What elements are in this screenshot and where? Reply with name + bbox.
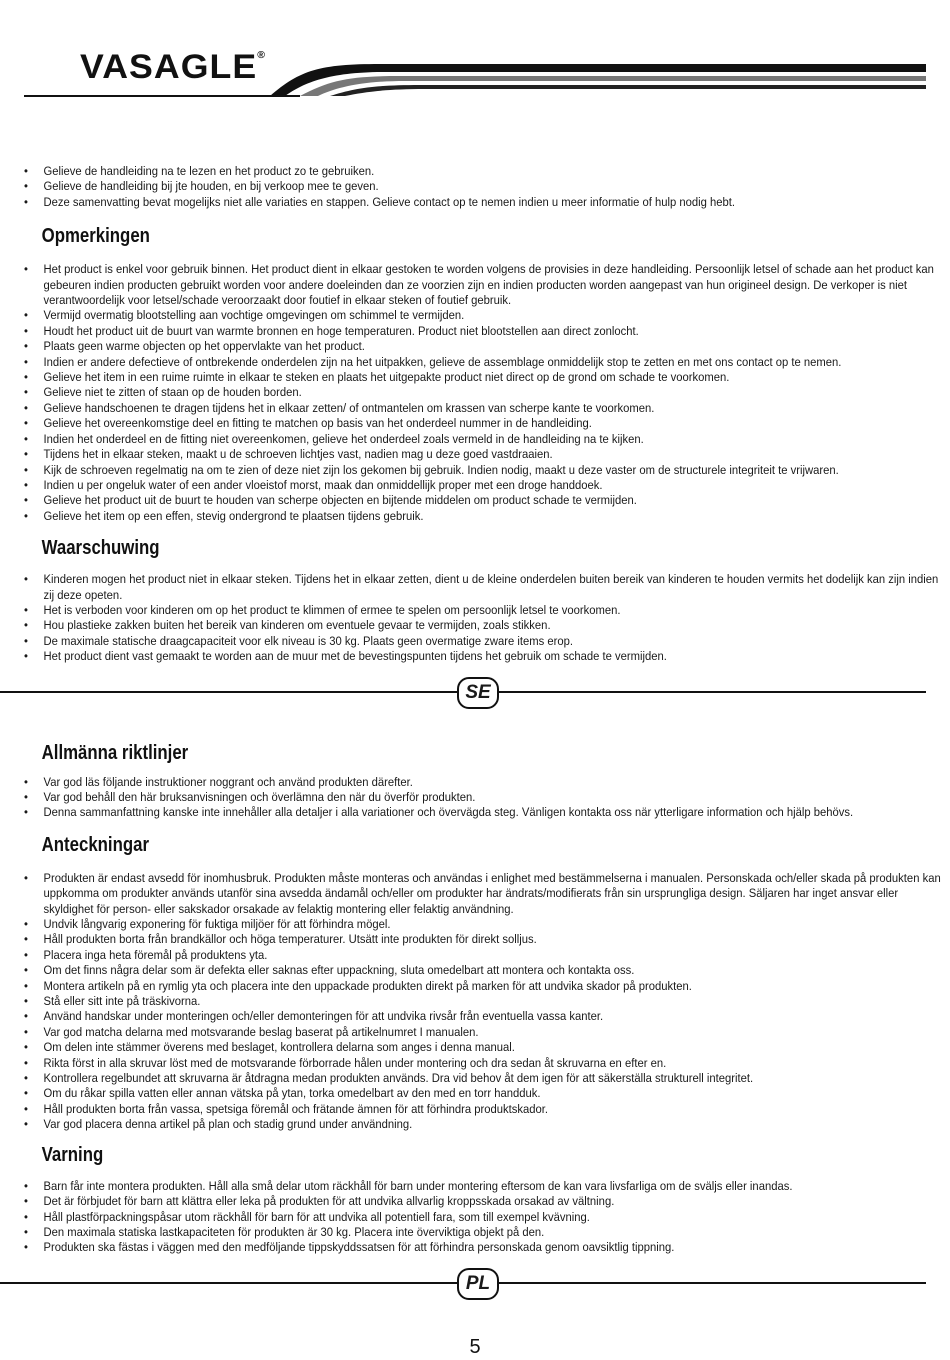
se-warning-list [24, 1179, 928, 1256]
list-item: • Rikta först in alla skruvar löst med de motsvarande förborrade hålen under montering och dra sedan åt skruvarna en efter en. [24, 1056, 941, 1071]
list-item: • Gelieve het item in een ruime ruimte in elkaar te steken en plaats het uitgepakte product niet direct op de grond om schade te voorkomen. [24, 370, 941, 385]
list-item: • Montera artikeln på en rymlig yta och placera inte den uppackade produkten direkt på marken för att undvika skador på produkten. [24, 979, 941, 994]
list-item: • Het product dient vast gemaakt te worden aan de muur met de bevestingspunten tijdens het gebruik om schade te vermijden. [24, 649, 941, 664]
list-item: • Var god placera denna artikel på plan och stadig grund under användning. [24, 1117, 941, 1132]
list-item: • Håll produkten borta från brandkällor och höga temperaturer. Utsätt inte produkten för direkt solljus. [24, 932, 941, 947]
nl-notes-heading: Opmerkingen [41, 225, 150, 248]
list-item: • Produkten ska fästas i väggen med den medföljande tippskyddssatsen för att förhindra personskada genom oavsiktlig tippning. [24, 1240, 941, 1255]
list-item: • Om du råkar spilla vatten eller annan vätska på ytan, torka omedelbart av den med en torr handduk. [24, 1086, 941, 1101]
list-item: • Den maximala statiska lastkapaciteten för produkten är 30 kg. Placera inte överviktiga objekt på den. [24, 1225, 941, 1240]
nl-notes-list [24, 262, 934, 524]
list-item: • Het product is enkel voor gebruik binnen. Het product dient in elkaar gestoken te worden volgens de provisies in deze handleiding. Persoonlijk letsel of schade aan het product kan gebeuren indien producten gebruikt worden voor andere doeleinden dan ze voorzien zijn en indien producten worden aangepast van hun origineel design. De verkoper is niet verantwoordelijk voor letsel/schade veroorzaakt door foutief in elkaar steken of foutief gebruik. [24, 262, 941, 308]
list-item: • Vermijd overmatig blootstelling aan vochtige omgevingen om schimmel te vermijden. [24, 308, 941, 323]
list-item: • Barn får inte montera produkten. Håll alla små delar utom räckhåll för barn under montering eftersom de kan vara livsfarliga om de sväljs eller inandas. [24, 1179, 941, 1194]
list-item: • Gelieve het item op een effen, stevig ondergrond te plaatsen tijdens gebruik. [24, 509, 941, 524]
list-item: • Stå eller sitt inte på träskivorna. [24, 994, 941, 1009]
list-item: • Kinderen mogen het product niet in elkaar steken. Tijdens het in elkaar zetten, dient u de kleine onderdelen buiten bereik van kinderen te houden vermits het dodelijk kan zijn indien zij deze opeten. [24, 572, 941, 603]
se-general-heading: Allmänna riktlinjer [41, 741, 189, 764]
list-item: • Använd handskar under monteringen och/eller demonteringen för att undvika rivsår från eventuella vassa kanter. [24, 1009, 941, 1024]
list-item: • Gelieve het overeenkomstige deel en fitting te matchen op basis van het onderdeel nummer in de handleiding. [24, 416, 941, 431]
se-notes-list [24, 870, 941, 1133]
list-item: • Produkten är endast avsedd för inomhusbruk. Produkten måste monteras och användas i enlighet med bestämmelserna i manualen. Personskada och/eller skada på produkten kan uppkomma om produkter används utanför sina avsedda ändamål och/eller om produkter har ändrats/modifierats från sin ursprungliga design. Säljaren har inget ansvar eller skyldighet för person- eller sakskador orsakade av felaktig montering eller felaktig användning. [24, 871, 941, 917]
list-item: • Gelieve het product uit de buurt te houden van scherpe objecten en bijtende middelen om product schade te vermijden. [24, 493, 941, 508]
nl-warning-heading: Waarschuwing [41, 537, 160, 560]
language-badge-se: SE [457, 677, 499, 709]
list-item: • Indien het onderdeel en de fitting niet overeenkomen, gelieve het onderdeel zoals vermeld in de handleiding na te kijken. [24, 432, 941, 447]
list-item: • Houdt het product uit de buurt van warmte bronnen en hoge temperaturen. Product niet blootstellen aan direct zonlocht. [24, 324, 941, 339]
se-notes-heading: Anteckningar [41, 833, 150, 856]
list-item: • De maximale statische draagcapaciteit voor elk niveau is 30 kg. Plaats geen overmatige zware items erop. [24, 634, 941, 649]
list-item: • Deze samenvatting bevat mogelijks niet alle variaties en stappen. Gelieve contact op te nemen indien u meer informatie of hulp nodig hebt. [24, 195, 941, 210]
list-item: • Håll plastförpackningspåsar utom räckhåll för barn för att undvika all potentiell fara, som till exempel kvävning. [24, 1210, 941, 1225]
list-item: • Om delen inte stämmer överens med beslaget, kontrollera delarna som anges i denna manual. [24, 1040, 941, 1055]
list-item: • Indien er andere defectieve of ontbrekende onderdelen zijn na het uitpakken, gelieve de assemblage onmiddelijk stop te zetten en met ons contact op te nemen. [24, 355, 941, 370]
list-item: • Het is verboden voor kinderen om op het product te klimmen of ermee te spelen om persoonlijk letsel te voorkomen. [24, 603, 941, 618]
language-badge-pl: PL [457, 1268, 499, 1300]
brand-logo: VASAGLE® [80, 48, 267, 86]
page-number: 5 [469, 1336, 481, 1358]
se-warning-heading: Varning [41, 1143, 104, 1166]
list-item: • Kijk de schroeven regelmatig na om te zien of deze niet zijn los gekomen bij gebruik. Indien nodig, maakt u deze vaster om de structurele integriteit te vrijwaren. [24, 463, 941, 478]
list-item: • Kontrollera regelbundet att skruvarna är åtdragna medan produkten används. Dra vid behov åt dem igen för att säkerställa strukturell integritet. [24, 1071, 941, 1086]
header-swoosh [0, 0, 950, 110]
list-item: • Indien u per ongeluk water of een ander vloeistof morst, maak dan onmiddellijk proper met een droge handdoek. [24, 478, 941, 493]
list-item: • Gelieve de handleiding na te lezen en het product zo te gebruiken. [24, 164, 941, 179]
list-item: • Om det finns några delar som är defekta eller saknas efter uppackning, sluta omedelbart att montera och kontakta oss. [24, 963, 941, 978]
language-divider-se [24, 677, 928, 707]
language-divider-pl [24, 1268, 928, 1298]
list-item: • Placera inga heta föremål på produktens yta. [24, 948, 941, 963]
document-body [24, 164, 941, 1298]
list-item: • Det är förbjudet för barn att klättra eller leka på produkten för att undvika allvarlig kroppsskada orsakad av vältning. [24, 1194, 941, 1209]
list-item: • Var god behåll den här bruksanvisningen och överlämna den när du överför produkten. [24, 790, 941, 805]
nl-general-list [24, 164, 928, 210]
list-item: • Undvik långvarig exponering för fuktiga miljöer för att förhindra mögel. [24, 917, 941, 932]
list-item: • Plaats geen warme objecten op het oppervlakte van het product. [24, 339, 941, 354]
list-item: • Gelieve handschoenen te dragen tijdens het in elkaar zetten/ of ontmantelen om krassen van scherpe kante te voorkomen. [24, 401, 941, 416]
list-item: • Gelieve de handleiding bij jte houden, en bij verkoop mee te geven. [24, 179, 941, 194]
list-item: • Gelieve niet te zitten of staan op de houden borden. [24, 385, 941, 400]
se-general-list [24, 775, 928, 821]
list-item: • Tijdens het in elkaar steken, maakt u de schroeven lichtjes vast, nadien mag u deze goed vastdraaien. [24, 447, 941, 462]
page-header [0, 0, 950, 110]
list-item: • Denna sammanfattning kanske inte innehåller alla detaljer i alla variationer och övervägda steg. Vänligen kontakta oss när ytterligare information och hjälp behövs. [24, 805, 941, 820]
list-item: • Var god matcha delarna med motsvarande beslag baserat på artikelnumret I manualen. [24, 1025, 941, 1040]
nl-warning-list [24, 572, 939, 664]
list-item: • Håll produkten borta från vassa, spetsiga föremål och frätande ämnen för att förhindra produktskador. [24, 1102, 941, 1117]
list-item: • Var god läs följande instruktioner noggrant och använd produkten därefter. [24, 775, 941, 790]
list-item: • Hou plastieke zakken buiten het bereik van kinderen om eventuele gevaar te vermijden, zoals stikken. [24, 618, 941, 633]
